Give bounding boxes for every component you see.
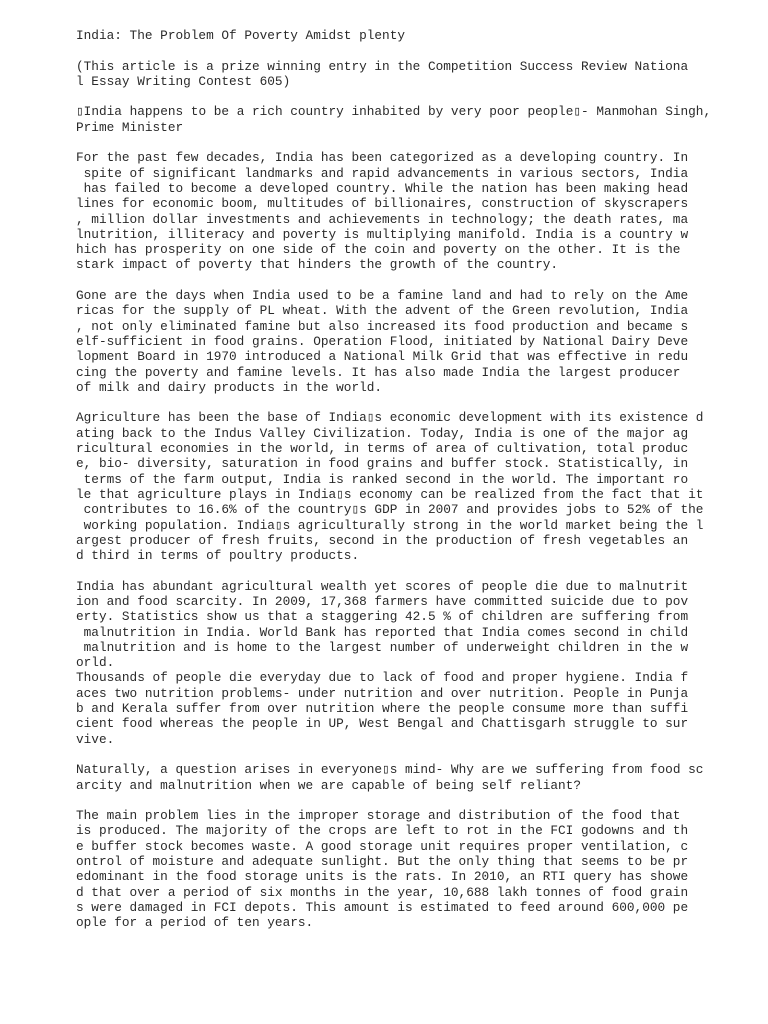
text-line: ople for a period of ten years. <box>76 915 314 931</box>
document-body <box>76 59 716 931</box>
text-line: cient food whereas the people in UP, West Bengal and Chattisgarh struggle to sur <box>76 716 689 732</box>
paragraph <box>76 762 716 793</box>
text-line: lopment Board in 1970 introduced a National Milk Grid that was effective in redu <box>76 349 689 365</box>
title-line: India: The Problem Of Poverty Amidst plenty <box>76 28 406 43</box>
text-line: spite of significant landmarks and rapid advancements in various sectors, India <box>76 165 689 181</box>
text-line: (This article is a prize winning entry in the Competition Success Review Nationa <box>76 58 689 74</box>
paragraph <box>76 104 716 135</box>
text-line: d that over a period of six months in the year, 10,688 lakh tonnes of food grain <box>76 884 689 900</box>
paragraph <box>76 670 716 746</box>
text-line: ion and food scarcity. In 2009, 17,368 farmers have committed suicide due to pov <box>76 593 689 609</box>
text-line: vive. <box>76 731 115 747</box>
document-page <box>76 28 716 946</box>
text-line: e, bio- diversity, saturation in food grains and buffer stock. Statistically, in <box>76 456 689 472</box>
paragraph <box>76 150 716 272</box>
text-line: ▯India happens to be a rich country inhabited by very poor people▯- Manmohan Singh, <box>76 104 712 120</box>
text-line: ricultural economies in the world, in terms of area of cultivation, total produc <box>76 441 689 457</box>
text-line: l Essay Writing Contest 605) <box>76 73 291 89</box>
text-line: Gone are the days when India used to be a famine land and had to rely on the Ame <box>76 288 689 304</box>
text-line: erty. Statistics show us that a staggering 42.5 % of children are suffering from <box>76 609 689 625</box>
paragraph <box>76 59 716 90</box>
text-line: le that agriculture plays in India▯s economy can be realized from the fact that it <box>76 486 704 502</box>
text-line: working population. India▯s agriculturally strong in the world market being the l <box>76 517 704 533</box>
text-line: lines for economic boom, multitudes of billionaires, construction of skyscrapers <box>76 196 689 212</box>
text-line: hich has prosperity on one side of the coin and poverty on the other. It is the <box>76 242 681 258</box>
text-line: elf-sufficient in food grains. Operation Flood, initiated by National Dairy Deve <box>76 333 689 349</box>
paragraph <box>76 579 716 671</box>
text-line: s were damaged in FCI depots. This amount is estimated to feed around 600,000 pe <box>76 899 689 915</box>
paragraph <box>76 288 716 395</box>
text-line: e buffer stock becomes waste. A good storage unit requires proper ventilation, c <box>76 838 689 854</box>
text-line: Naturally, a question arises in everyone▯s mind- Why are we suffering from food sc <box>76 762 704 778</box>
text-line: ating back to the Indus Valley Civilization. Today, India is one of the major ag <box>76 425 689 441</box>
text-line: is produced. The majority of the crops are left to rot in the FCI godowns and th <box>76 823 689 839</box>
paragraph <box>76 410 716 563</box>
text-line: The main problem lies in the improper storage and distribution of the food that <box>76 808 681 824</box>
text-line: contributes to 16.6% of the country▯s GDP in 2007 and provides jobs to 52% of the <box>76 502 704 518</box>
text-line: cing the poverty and famine levels. It has also made India the largest producer <box>76 364 681 380</box>
document-title <box>76 28 716 43</box>
text-line: For the past few decades, India has been categorized as a developing country. In <box>76 150 689 166</box>
text-line: stark impact of poverty that hinders the growth of the country. <box>76 257 559 273</box>
text-line: Thousands of people die everyday due to lack of food and proper hygiene. India f <box>76 670 689 686</box>
text-line: edominant in the food storage units is the rats. In 2010, an RTI query has showe <box>76 869 689 885</box>
text-line: arcity and malnutrition when we are capable of being self reliant? <box>76 777 581 793</box>
text-line: argest producer of fresh fruits, second in the production of fresh vegetables an <box>76 532 689 548</box>
text-line: malnutrition in India. World Bank has reported that India comes second in child <box>76 624 689 640</box>
text-line: ricas for the supply of PL wheat. With the advent of the Green revolution, India <box>76 303 689 319</box>
text-line: India has abundant agricultural wealth yet scores of people die due to malnutrit <box>76 578 689 594</box>
text-line: terms of the farm output, India is ranked second in the world. The important ro <box>76 471 689 487</box>
text-line: , not only eliminated famine but also increased its food production and became s <box>76 318 689 334</box>
text-line: malnutrition and is home to the largest number of underweight children in the w <box>76 639 689 655</box>
text-line: d third in terms of poultry products. <box>76 548 360 564</box>
paragraph <box>76 808 716 930</box>
text-line: , million dollar investments and achievements in technology; the death rates, ma <box>76 211 689 227</box>
text-line: aces two nutrition problems- under nutrition and over nutrition. People in Punja <box>76 685 689 701</box>
text-line: lnutrition, illiteracy and poverty is multiplying manifold. India is a country w <box>76 226 689 242</box>
text-line: of milk and dairy products in the world. <box>76 379 383 395</box>
text-line: b and Kerala suffer from over nutrition where the people consume more than suffi <box>76 701 689 717</box>
text-line: Prime Minister <box>76 119 184 135</box>
text-line: ontrol of moisture and adequate sunlight. But the only thing that seems to be pr <box>76 854 689 870</box>
text-line: Agriculture has been the base of India▯s economic development with its existence d <box>76 410 704 426</box>
text-line: orld. <box>76 655 115 671</box>
text-line: has failed to become a developed country. While the nation has been making head <box>76 180 689 196</box>
